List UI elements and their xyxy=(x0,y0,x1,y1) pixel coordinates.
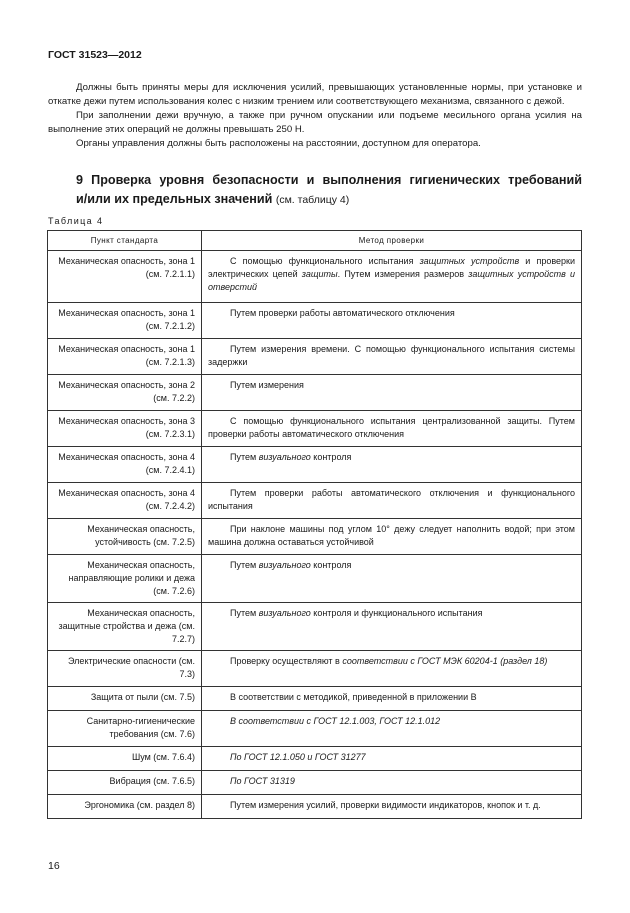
clause-cell: Санитарно-гигиенические требования (см. 7.6) xyxy=(48,711,202,747)
method-cell: По ГОСТ 12.1.050 и ГОСТ 31277 xyxy=(202,747,582,771)
body-text xyxy=(48,81,582,151)
clause-cell: Механическая опасность, зона 4 (см. 7.2.4.2) xyxy=(48,483,202,519)
table-row xyxy=(48,795,582,819)
clause-cell: Механическая опасность, зона 1 (см. 7.2.1.2) xyxy=(48,303,202,339)
method-cell: При наклоне машины под углом 10° дежу следует наполнить водой; при этом машина должна оставаться устойчивой xyxy=(202,519,582,555)
table-row xyxy=(48,555,582,603)
clause-cell: Механическая опасность, устойчивость (см. 7.2.5) xyxy=(48,519,202,555)
clause-cell: Механическая опасность, направляющие ролики и дежа (см. 7.2.6) xyxy=(48,555,202,603)
clause-cell: Механическая опасность, зона 3 (см. 7.2.3.1) xyxy=(48,411,202,447)
method-cell: Путем визуального контроля xyxy=(202,555,582,603)
table-caption: Таблица 4 xyxy=(48,216,104,226)
table-row xyxy=(48,483,582,519)
table-row xyxy=(48,711,582,747)
clause-cell: Механическая опасность, зона 1 (см. 7.2.1.1) xyxy=(48,251,202,303)
verification-table xyxy=(47,230,582,819)
section-title-line2: и/или их предельных значений xyxy=(76,192,273,206)
method-cell: В соответствии с методикой, приведенной в приложении В xyxy=(202,687,582,711)
clause-cell: Защита от пыли (см. 7.5) xyxy=(48,687,202,711)
method-cell: Проверку осуществляют в соответствии с ГОСТ МЭК 60204-1 (раздел 18) xyxy=(202,651,582,687)
section-heading xyxy=(48,171,582,210)
column-header-clause: Пункт стандарта xyxy=(48,231,202,251)
clause-cell: Шум (см. 7.6.4) xyxy=(48,747,202,771)
section-title-line1: 9 Проверка уровня безопасности и выполнения гигиенических требований xyxy=(76,173,582,187)
column-header-method: Метод проверки xyxy=(202,231,582,251)
method-cell: Путем измерения усилий, проверки видимости индикаторов, кнопок и т. д. xyxy=(202,795,582,819)
table-row xyxy=(48,447,582,483)
table-row xyxy=(48,747,582,771)
paragraph: При заполнении дежи вручную, а также при ручном опускании или подъеме месильного органа усилия на выполнение этих операций не должны превышать 250 Н. xyxy=(48,110,582,135)
table-row xyxy=(48,603,582,651)
clause-cell: Механическая опасность, защитные стройства и дежа (см. 7.2.7) xyxy=(48,603,202,651)
method-cell: С помощью функционального испытания централизованной защиты. Путем проверки работы автоматического отключения xyxy=(202,411,582,447)
document-header: ГОСТ 31523—2012 xyxy=(48,49,142,61)
method-cell: По ГОСТ 31319 xyxy=(202,771,582,795)
page-number: 16 xyxy=(48,860,60,872)
table-row xyxy=(48,771,582,795)
table-row xyxy=(48,375,582,411)
clause-cell: Электрические опасности (см. 7.3) xyxy=(48,651,202,687)
method-cell: Путем проверки работы автоматического отключения и функционального испытания xyxy=(202,483,582,519)
paragraph: Должны быть приняты меры для исключения усилий, превышающих установленные нормы, при установке и откатке дежи путем использования колес с низким трением или соответствующего механизма, связанного с дежой. xyxy=(48,82,582,107)
clause-cell: Вибрация (см. 7.6.5) xyxy=(48,771,202,795)
table-row xyxy=(48,303,582,339)
paragraph: Органы управления должны быть расположены на расстоянии, доступном для оператора. xyxy=(76,138,481,149)
table-row xyxy=(48,411,582,447)
clause-cell: Механическая опасность, зона 1 (см. 7.2.1.3) xyxy=(48,339,202,375)
table-row xyxy=(48,687,582,711)
section-title-ref: (см. таблицу 4) xyxy=(275,194,350,206)
clause-cell: Механическая опасность, зона 4 (см. 7.2.4.1) xyxy=(48,447,202,483)
method-cell: Путем визуального контроля и функционального испытания xyxy=(202,603,582,651)
table-header-row xyxy=(48,231,582,251)
method-cell: Путем измерения xyxy=(202,375,582,411)
method-cell: С помощью функционального испытания защитных устройств и проверки электрических цепей защиты. Путем измерения размеров защитных устройств и отверстий xyxy=(202,251,582,303)
method-cell: Путем измерения времени. С помощью функционального испытания системы задержки xyxy=(202,339,582,375)
table-row xyxy=(48,339,582,375)
clause-cell: Эргономика (см. раздел 8) xyxy=(48,795,202,819)
clause-cell: Механическая опасность, зона 2 (см. 7.2.2) xyxy=(48,375,202,411)
table-row xyxy=(48,651,582,687)
table-row xyxy=(48,519,582,555)
table-row xyxy=(48,251,582,303)
method-cell: Путем визуального контроля xyxy=(202,447,582,483)
method-cell: В соответствии с ГОСТ 12.1.003, ГОСТ 12.1.012 xyxy=(202,711,582,747)
method-cell: Путем проверки работы автоматического отключения xyxy=(202,303,582,339)
